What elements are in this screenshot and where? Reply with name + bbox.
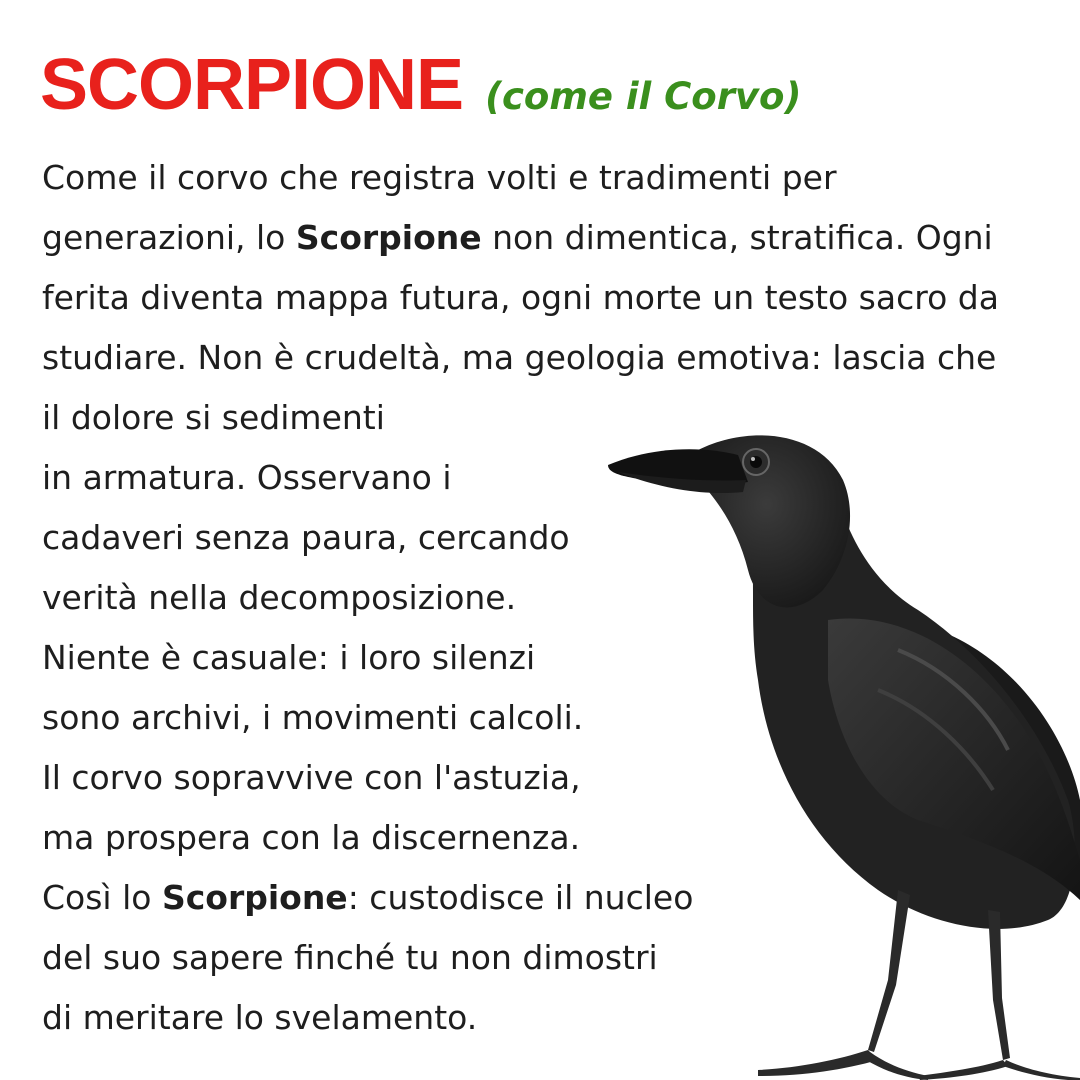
text-fragment: Così lo bbox=[42, 878, 162, 917]
text-fragment: : custodisce il nucleo bbox=[347, 878, 694, 917]
text-line: in armatura. Osservano i bbox=[42, 458, 452, 497]
text-line bbox=[42, 208, 1052, 268]
text-line: il dolore si sedimenti bbox=[42, 398, 385, 437]
text-line: ma prospera con la discernenza. bbox=[42, 818, 581, 857]
text-line: ferita diventa mappa futura, ogni morte un testo sacro da bbox=[42, 278, 999, 317]
crow-icon bbox=[598, 420, 1080, 1080]
text-line: sono archivi, i movimenti calcoli. bbox=[42, 698, 584, 737]
header bbox=[40, 40, 801, 130]
text-line: verità nella decomposizione. bbox=[42, 578, 517, 617]
text-line: Niente è casuale: i loro silenzi bbox=[42, 638, 536, 677]
text-line: di meritare lo svelamento. bbox=[42, 998, 478, 1037]
bold-sign-name: Scorpione bbox=[161, 878, 348, 917]
text-fragment: generazioni, lo bbox=[42, 218, 296, 257]
page-subtitle: (come il Corvo) bbox=[485, 75, 802, 118]
text-line: Come il corvo che registra volti e tradimenti per bbox=[42, 158, 837, 197]
text-line: Il corvo sopravvive con l'astuzia, bbox=[42, 758, 581, 797]
bold-sign-name: Scorpione bbox=[295, 218, 482, 257]
page-title: SCORPIONE bbox=[40, 45, 464, 125]
text-fragment: non dimentica, stratifica. Ogni bbox=[481, 218, 993, 257]
text-line: cadaveri senza paura, cercando bbox=[42, 518, 570, 557]
text-line: studiare. Non è crudeltà, ma geologia emotiva: lascia che bbox=[42, 338, 997, 377]
text-line: del suo sapere finché tu non dimostri bbox=[42, 938, 658, 977]
